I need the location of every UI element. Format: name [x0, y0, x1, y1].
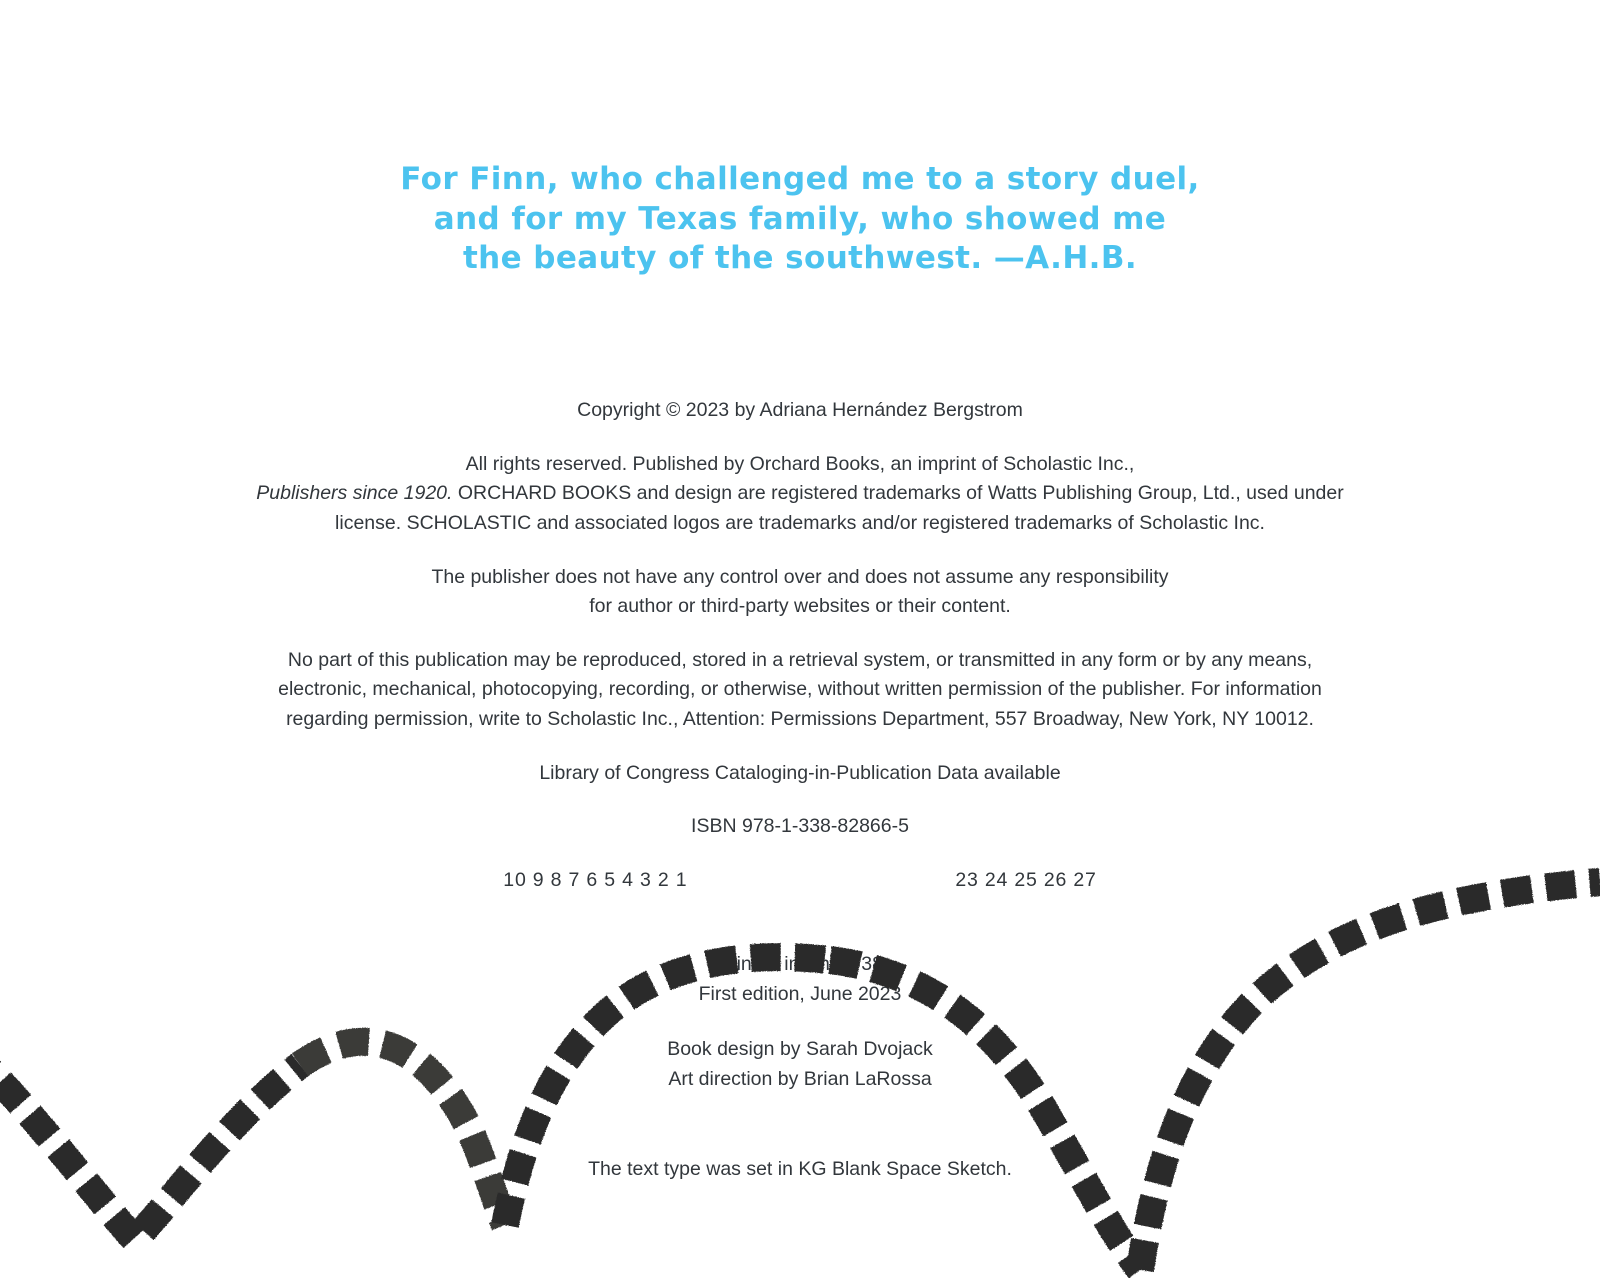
isbn-line: ISBN 978-1-338-82866-5	[691, 815, 909, 838]
printing-years: 23 24 25 26 27	[955, 868, 1097, 891]
dedication-line-2: and for my Texas family, who showed me	[433, 200, 1167, 237]
edition-line: First edition, June 2023	[698, 982, 902, 1005]
library-of-congress-line: Library of Congress Cataloging-in-Publication Data available	[539, 761, 1061, 784]
book-design-line: Book design by Sarah Dvojack	[667, 1038, 933, 1061]
rights-line-2: ORCHARD BOOKS and design are registered trademarks of Watts Publishing Group, Ltd., used under	[452, 482, 1344, 505]
print-info	[0, 950, 1600, 1009]
reproduction-notice	[0, 646, 1600, 735]
reproduction-line-1: No part of this publication may be reproduced, stored in a retrieval system, or transmitted in any form or by any means,	[287, 648, 1313, 671]
typeface-line: The text type was set in KG Blank Space Sketch.	[588, 1158, 1012, 1180]
printing-line	[0, 866, 1600, 896]
disclaimer-line-1: The publisher does not have any control over and does not assume any responsibility	[431, 565, 1169, 588]
design-credits	[0, 1035, 1600, 1094]
reproduction-line-3: regarding permission, write to Scholastic Inc., Attention: Permissions Department, 557 Broadway, New York, NY 10012.	[286, 708, 1314, 730]
rights-line-1: All rights reserved. Published by Orchard Books, an imprint of Scholastic Inc.,	[465, 452, 1135, 475]
rights-statement	[0, 450, 1600, 539]
printing-numbers: 10 9 8 7 6 5 4 3 2 1	[503, 868, 688, 891]
reproduction-line-2: electronic, mechanical, photocopying, recording, or otherwise, without written permission of the publisher. For information	[278, 678, 1322, 701]
dedication-line-1: For Finn, who challenged me to a story duel,	[400, 161, 1200, 197]
production-credits	[0, 950, 1600, 1095]
rights-line-3: license. SCHOLASTIC and associated logos are trademarks and/or registered trademarks of Scholastic Inc.	[335, 511, 1265, 534]
disclaimer-line-2: for author or third-party websites or their content.	[589, 595, 1011, 618]
dedication-line-3: the beauty of the southwest. —A.H.B.	[462, 240, 1138, 277]
dedication-text	[0, 160, 1600, 279]
copyright-block	[0, 396, 1600, 920]
copyright-notice: Copyright © 2023 by Adriana Hernández Bergstrom	[577, 399, 1023, 421]
printed-in-line: Printed in China 38	[717, 953, 883, 975]
art-direction-line: Art direction by Brian LaRossa	[668, 1067, 932, 1090]
publishers-since: Publishers since 1920.	[256, 482, 453, 505]
website-disclaimer	[0, 563, 1600, 622]
